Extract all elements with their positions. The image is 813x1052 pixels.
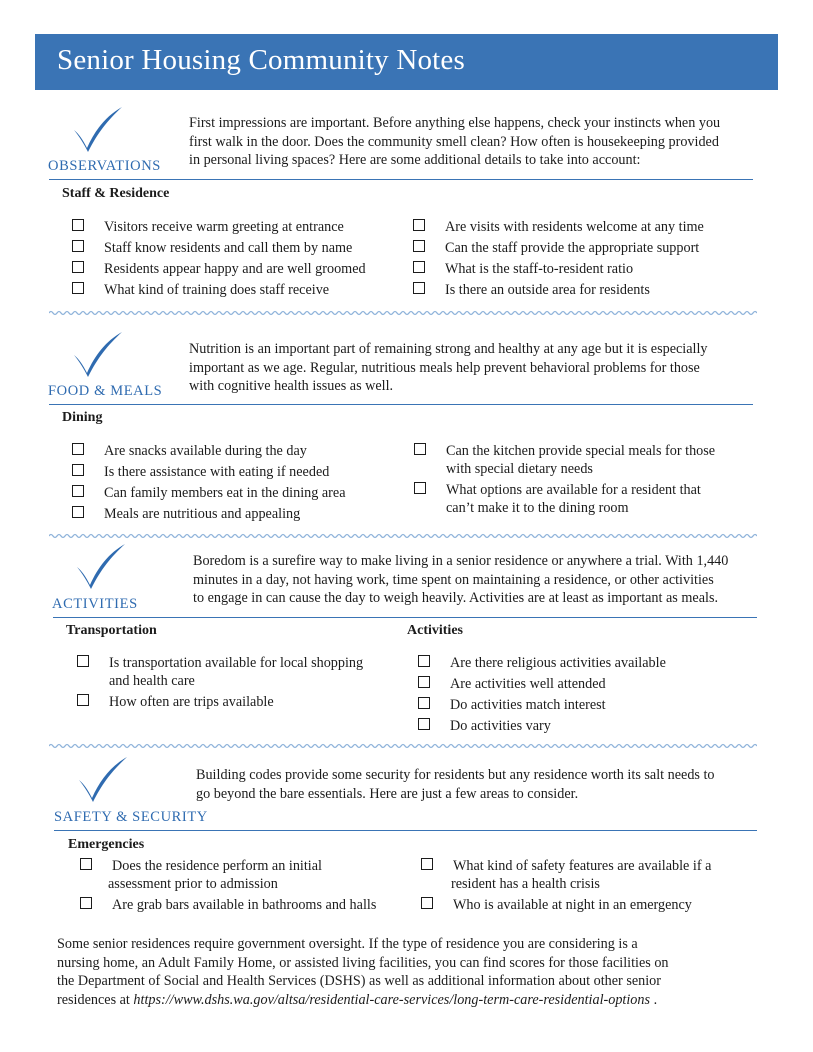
checkbox-icon[interactable]: [77, 655, 89, 667]
checkbox-icon[interactable]: [80, 858, 92, 870]
checklist-item: Are activities well attended: [450, 676, 606, 692]
checklist-item: Does the residence perform an initial: [112, 858, 322, 874]
checkbox-icon[interactable]: [72, 506, 84, 518]
checkbox-icon[interactable]: [72, 443, 84, 455]
footer-line: Some senior residences require government oversight. If the type of residence you are considering is a: [57, 936, 638, 952]
checklist-item-cont: assessment prior to admission: [108, 876, 278, 892]
checkbox-icon[interactable]: [413, 219, 425, 231]
section-label-activities: ACTIVITIES: [52, 596, 138, 612]
checkmark-icon: [70, 331, 126, 379]
checkbox-icon[interactable]: [413, 282, 425, 294]
intro-line: important as we age. Regular, nutritious meals help prevent behavioral problems for those: [189, 359, 700, 376]
subhead-emergencies: Emergencies: [68, 837, 145, 852]
safety-intro: [196, 766, 776, 803]
intro-line: in personal living spaces? Here are some additional details to take into account:: [189, 152, 641, 168]
checklist-item: Do activities match interest: [450, 697, 606, 713]
checklist-item-cont: with special dietary needs: [446, 461, 593, 477]
footer-suffix: .: [650, 991, 658, 1008]
dshs-link[interactable]: https://www.dshs.wa.gov/altsa/residential-care-services/long-term-care-residential-options: [133, 991, 651, 1008]
checklist-item: Can the kitchen provide special meals for those: [446, 443, 716, 459]
section-label-safety-security: SAFETY & SECURITY: [54, 809, 208, 825]
checkbox-icon[interactable]: [418, 718, 430, 730]
checklist-item: Are visits with residents welcome at any time: [445, 219, 704, 235]
checklist-item: Staff know residents and call them by name: [104, 240, 353, 256]
page-title: Senior Housing Community Notes: [57, 44, 465, 76]
checkmark-icon: [73, 543, 129, 591]
wavy-divider: [49, 533, 757, 539]
checklist-item: Who is available at night in an emergency: [453, 897, 692, 913]
checkbox-icon[interactable]: [421, 858, 433, 870]
checklist-item: Do activities vary: [450, 718, 551, 734]
checklist-item: Is there assistance with eating if needed: [104, 464, 330, 480]
checkmark-icon: [70, 106, 126, 154]
subhead-transportation: Transportation: [66, 623, 157, 638]
checkbox-icon[interactable]: [413, 261, 425, 273]
footer-line: [57, 991, 777, 1010]
checklist-item: Can the staff provide the appropriate support: [445, 240, 700, 256]
checklist-item-cont: can’t make it to the dining room: [446, 500, 629, 516]
subhead-activities: Activities: [407, 623, 463, 638]
intro-line: Boredom is a surefire way to make living in a senior residence or anywhere a trial. With 1,440: [193, 553, 729, 569]
checklist-item: Are grab bars available in bathrooms and halls: [112, 897, 377, 913]
subhead-dining: Dining: [62, 410, 103, 425]
footer-note: [57, 935, 777, 1009]
checkbox-icon[interactable]: [418, 697, 430, 709]
checklist-item: What options are available for a resident that: [446, 482, 701, 498]
section-label-food-meals: FOOD & MEALS: [48, 383, 163, 399]
intro-line: First impressions are important. Before anything else happens, check your instincts when you: [189, 115, 721, 131]
checkbox-icon[interactable]: [72, 240, 84, 252]
checkbox-icon[interactable]: [418, 676, 430, 688]
checkbox-icon[interactable]: [72, 261, 84, 273]
footer-line: the Department of Social and Health Services (DSHS) as well as additional information about other senior: [57, 973, 661, 989]
section-label-observations: OBSERVATIONS: [48, 158, 161, 174]
checklist-item: Are snacks available during the day: [104, 443, 307, 459]
checkbox-icon[interactable]: [80, 897, 92, 909]
intro-line: go beyond the bare essentials. Here are just a few areas to consider.: [196, 785, 579, 802]
checklist-item: Can family members eat in the dining area: [104, 485, 346, 501]
section-rule: [54, 830, 757, 831]
checkbox-icon[interactable]: [72, 282, 84, 294]
checklist-item: What is the staff-to-resident ratio: [445, 261, 634, 277]
subhead-staff-residence: Staff & Residence: [62, 186, 170, 201]
checklist-item: Meals are nutritious and appealing: [104, 506, 301, 522]
wavy-divider: [49, 743, 757, 749]
checkbox-icon[interactable]: [414, 443, 426, 455]
food-intro: [189, 340, 769, 396]
footer-prefix: residences at: [57, 991, 134, 1008]
section-rule: [49, 404, 753, 405]
checkmark-icon: [75, 756, 131, 804]
checklist-item-cont: and health care: [109, 673, 195, 689]
checklist-item: How often are trips available: [109, 694, 274, 710]
section-rule: [53, 617, 757, 618]
checklist-item: What kind of safety features are available if a: [453, 858, 712, 874]
checklist-item: What kind of training does staff receive: [104, 282, 330, 298]
checkbox-icon[interactable]: [418, 655, 430, 667]
checkbox-icon[interactable]: [72, 485, 84, 497]
intro-line: Building codes provide some security for residents but any residence worth its salt needs to: [196, 767, 715, 783]
intro-line: Nutrition is an important part of remaining strong and healthy at any age but it is especially: [189, 341, 708, 357]
checklist-item-cont: resident has a health crisis: [451, 876, 600, 892]
section-rule: [49, 179, 753, 180]
observations-intro: [189, 114, 769, 170]
checkbox-icon[interactable]: [72, 464, 84, 476]
intro-line: first walk in the door. Does the community smell clean? How often is housekeeping provided: [189, 133, 719, 150]
checkbox-icon[interactable]: [413, 240, 425, 252]
activities-intro: [193, 552, 773, 608]
checklist-item: Are there religious activities available: [450, 655, 666, 671]
checklist-item: Residents appear happy and are well groomed: [104, 261, 366, 277]
footer-line: nursing home, an Adult Family Home, or assisted living facilities, you can find scores for those facilities on: [57, 954, 669, 971]
intro-line: to engage in can cause the day to weigh heavily. Activities are at least as important as meals.: [193, 590, 719, 606]
checklist-item: Visitors receive warm greeting at entrance: [104, 219, 344, 235]
checkbox-icon[interactable]: [72, 219, 84, 231]
checklist-item: Is transportation available for local shopping: [109, 655, 364, 671]
checklist-item: Is there an outside area for residents: [445, 282, 650, 298]
title-banner: [35, 34, 778, 90]
wavy-divider: [49, 310, 757, 316]
intro-line: with cognitive health issues as well.: [189, 378, 394, 394]
intro-line: minutes in a day, not having work, time spent on maintaining a residence, or other activities: [193, 571, 714, 588]
checkbox-icon[interactable]: [421, 897, 433, 909]
checkbox-icon[interactable]: [414, 482, 426, 494]
checkbox-icon[interactable]: [77, 694, 89, 706]
